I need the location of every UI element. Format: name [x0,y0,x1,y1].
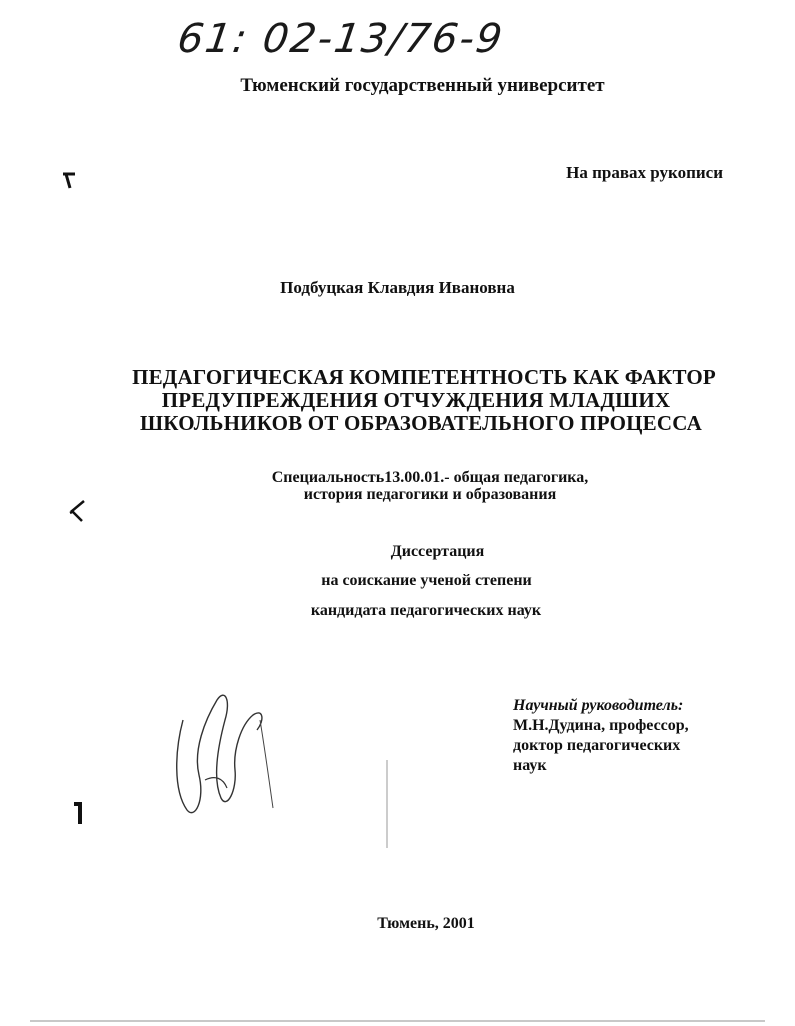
scan-mark-top [62,172,76,190]
signature [165,680,295,830]
degree-line-1: на соискание ученой степени [321,572,532,589]
specialty-line-1: Специальность13.00.01.- общая педагогика, [271,469,589,486]
handwritten-catalog-number: 61: 02-13/76-9 [174,16,507,62]
university-name: Тюменский государственный университет [240,75,605,96]
supervisor-block [513,696,689,776]
title-line-3: ШКОЛЬНИКОВ ОТ ОБРАЗОВАТЕЛЬНОГО ПРОЦЕССА [140,411,702,435]
specialty-line-2: история педагогики и образования [303,486,557,503]
supervisor-name: М.Н.Дудина, профессор, [513,717,689,734]
stamp-trace [384,760,390,850]
scan-mark-middle [68,500,88,522]
city-year: Тюмень, 2001 [377,915,475,932]
scan-bottom-edge [30,1020,765,1022]
title-line-2: ПРЕДУПРЕЖДЕНИЯ ОТЧУЖДЕНИЯ МЛАДШИХ [161,388,671,412]
dissertation-label: Диссертация [390,543,485,560]
author-name: Подбуцкая Клавдия Ивановна [280,278,515,297]
rights-note: На правах рукописи [566,163,723,182]
supervisor-degree-line-2: наук [513,757,547,774]
degree-line-2: кандидата педагогических наук [310,602,542,619]
title-line-1: ПЕДАГОГИЧЕСКАЯ КОМПЕТЕНТНОСТЬ КАК ФАКТОР [132,365,716,389]
scan-mark-bottom [72,800,84,826]
supervisor-label: Научный руководитель: [513,697,684,714]
supervisor-degree-line-1: доктор педагогических [513,737,681,754]
